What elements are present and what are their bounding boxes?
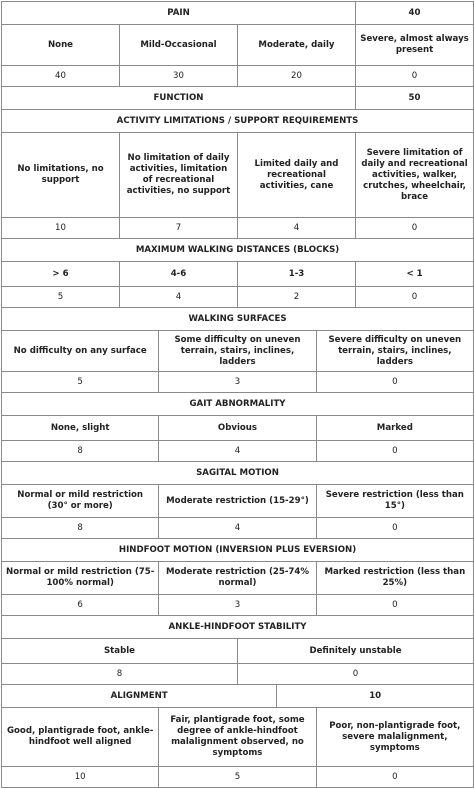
aofas-score-sheet — [1, 1, 473, 788]
section-header-row — [2, 616, 474, 639]
section-title: MAXIMUM WALKING DISTANCES (BLOCKS) — [2, 239, 474, 262]
criterion-label: Severe limitation of daily and recreational activities, walker, crutches, wheelchair, brace — [356, 133, 474, 218]
criteria-row — [2, 331, 474, 372]
criterion-label: Good, plantigrade foot, ankle-hindfoot well aligned — [2, 708, 159, 767]
criterion-label: No limitation of daily activities, limitation of recreational activities, no support — [119, 133, 237, 218]
section-title: HINDFOOT MOTION (INVERSION PLUS EVERSION) — [2, 539, 474, 562]
section-header-row — [2, 539, 474, 562]
criterion-label: 4-6 — [119, 262, 237, 287]
section-title: FUNCTION — [2, 87, 356, 110]
criterion-label: < 1 — [356, 262, 474, 287]
criterion-points: 10 — [2, 767, 159, 788]
section-title: WALKING SURFACES — [2, 308, 474, 331]
criterion-points: 3 — [159, 595, 316, 616]
criterion-points: 8 — [2, 441, 159, 462]
criteria-row — [2, 485, 474, 518]
criterion-label: Severe restriction (less than 15°) — [316, 485, 473, 518]
criterion-points: 4 — [119, 287, 237, 308]
criterion-label: Severe difficulty on uneven terrain, stairs, inclines, ladders — [316, 331, 473, 372]
criteria-row — [2, 25, 474, 66]
criterion-points: 5 — [2, 372, 159, 393]
section-header-row — [2, 110, 474, 133]
criteria-row — [2, 639, 474, 664]
criterion-points: 40 — [2, 66, 120, 87]
section-title: GAIT ABNORMALITY — [2, 393, 474, 416]
section-header-row — [2, 2, 474, 25]
criteria-row — [2, 262, 474, 287]
criterion-label: Obvious — [159, 416, 316, 441]
points-row — [2, 218, 474, 239]
score-table — [1, 1, 474, 788]
criterion-label: Severe, almost always present — [356, 25, 474, 66]
section-header-row — [2, 462, 474, 485]
points-row — [2, 372, 474, 393]
criterion-points: 0 — [356, 218, 474, 239]
section-header-row — [2, 393, 474, 416]
criterion-points: 7 — [119, 218, 237, 239]
points-row — [2, 767, 474, 788]
criterion-points: 0 — [237, 664, 473, 685]
criteria-row — [2, 133, 474, 218]
criterion-points: 4 — [237, 218, 355, 239]
section-title: ANKLE-HINDFOOT STABILITY — [2, 616, 474, 639]
points-row — [2, 595, 474, 616]
criterion-points: 4 — [159, 518, 316, 539]
criterion-label: Normal or mild restriction (75-100% normal) — [2, 562, 159, 595]
criterion-label: Moderate, daily — [237, 25, 355, 66]
criterion-points: 3 — [159, 372, 316, 393]
section-max-score: 40 — [356, 2, 474, 25]
criteria-row — [2, 708, 474, 767]
criterion-points: 0 — [316, 595, 473, 616]
criterion-label: Marked — [316, 416, 473, 441]
criterion-points: 0 — [316, 518, 473, 539]
criterion-points: 0 — [356, 66, 474, 87]
section-title: ACTIVITY LIMITATIONS / SUPPORT REQUIREMENTS — [2, 110, 474, 133]
criterion-points: 20 — [237, 66, 355, 87]
section-title: PAIN — [2, 2, 356, 25]
criterion-label: No difficulty on any surface — [2, 331, 159, 372]
section-max-score: 10 — [277, 685, 474, 708]
criterion-points: 30 — [119, 66, 237, 87]
criterion-label: Some difficulty on uneven terrain, stairs, inclines, ladders — [159, 331, 316, 372]
criterion-label: No limitations, no support — [2, 133, 120, 218]
criterion-points: 10 — [2, 218, 120, 239]
criterion-points: 0 — [316, 372, 473, 393]
criterion-label: None — [2, 25, 120, 66]
criterion-points: 0 — [316, 441, 473, 462]
section-header-row — [2, 308, 474, 331]
points-row — [2, 441, 474, 462]
criterion-label: Fair, plantigrade foot, some degree of ankle-hindfoot malalignment observed, no symptoms — [159, 708, 316, 767]
criterion-points: 2 — [237, 287, 355, 308]
criterion-points: 0 — [356, 287, 474, 308]
points-row — [2, 518, 474, 539]
criterion-label: Marked restriction (less than 25%) — [316, 562, 473, 595]
criterion-points: 6 — [2, 595, 159, 616]
criterion-label: Definitely unstable — [237, 639, 473, 664]
section-max-score: 50 — [356, 87, 474, 110]
criterion-label: None, slight — [2, 416, 159, 441]
criterion-points: 5 — [159, 767, 316, 788]
points-row — [2, 66, 474, 87]
criterion-points: 8 — [2, 518, 159, 539]
criterion-label: 1-3 — [237, 262, 355, 287]
section-header-row — [2, 685, 474, 708]
section-title: ALIGNMENT — [2, 685, 277, 708]
criterion-label: > 6 — [2, 262, 120, 287]
criteria-row — [2, 416, 474, 441]
criterion-label: Stable — [2, 639, 238, 664]
criterion-label: Normal or mild restriction (30° or more) — [2, 485, 159, 518]
criteria-row — [2, 562, 474, 595]
criterion-points: 5 — [2, 287, 120, 308]
section-title: SAGITAL MOTION — [2, 462, 474, 485]
criterion-points: 0 — [316, 767, 473, 788]
criterion-label: Mild-Occasional — [119, 25, 237, 66]
section-header-row — [2, 239, 474, 262]
criterion-points: 8 — [2, 664, 238, 685]
criterion-label: Moderate restriction (25-74% normal) — [159, 562, 316, 595]
criterion-points: 4 — [159, 441, 316, 462]
criterion-label: Moderate restriction (15-29°) — [159, 485, 316, 518]
criterion-label: Poor, non-plantigrade foot, severe malalignment, symptoms — [316, 708, 473, 767]
criterion-label: Limited daily and recreational activities, cane — [237, 133, 355, 218]
points-row — [2, 664, 474, 685]
points-row — [2, 287, 474, 308]
section-header-row — [2, 87, 474, 110]
